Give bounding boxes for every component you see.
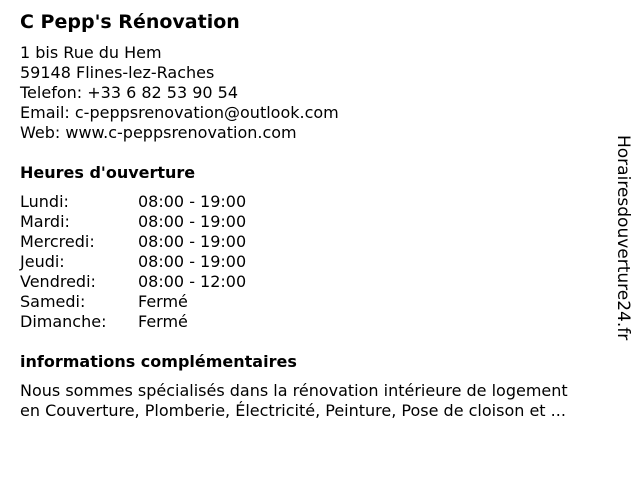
day-label: Dimanche: xyxy=(20,312,107,331)
street-address: 1 bis Rue du Hem xyxy=(20,43,162,62)
day-hours: 08:00 - 19:00 xyxy=(138,212,247,231)
business-card xyxy=(20,10,610,421)
day-label: Jeudi: xyxy=(20,252,65,271)
day-hours: Fermé xyxy=(138,292,188,311)
hours-row xyxy=(20,192,246,212)
hours-row xyxy=(20,232,246,252)
day-hours: 08:00 - 19:00 xyxy=(138,192,247,211)
day-hours: 08:00 - 19:00 xyxy=(138,232,247,251)
info-line-1: Nous sommes spécialisés dans la rénovation intérieure de logement xyxy=(20,381,568,400)
email-address: Email: c-peppsrenovation@outlook.com xyxy=(20,103,339,122)
hours-row xyxy=(20,312,246,332)
hours-row xyxy=(20,252,246,272)
hours-title: Heures d'ouverture xyxy=(20,163,196,182)
day-label: Mercredi: xyxy=(20,232,95,251)
day-hours: 08:00 - 19:00 xyxy=(138,252,247,271)
site-watermark: Horairesdouverture24.fr xyxy=(613,135,633,341)
hours-table xyxy=(20,192,246,332)
day-label: Lundi: xyxy=(20,192,69,211)
info-title: informations complémentaires xyxy=(20,352,297,371)
hours-row xyxy=(20,292,246,312)
day-hours: 08:00 - 12:00 xyxy=(138,272,247,291)
website-address: Web: www.c-peppsrenovation.com xyxy=(20,123,297,142)
hours-row xyxy=(20,212,246,232)
city-address: 59148 Flines-lez-Raches xyxy=(20,63,215,82)
info-line-2: en Couverture, Plomberie, Électricité, Peinture, Pose de cloison et ... xyxy=(20,401,566,420)
day-hours: Fermé xyxy=(138,312,188,331)
day-label: Vendredi: xyxy=(20,272,96,291)
day-label: Mardi: xyxy=(20,212,70,231)
hours-row xyxy=(20,272,246,292)
contact-block xyxy=(20,43,610,143)
business-name: C Pepp's Rénovation xyxy=(20,11,240,33)
phone-number: Telefon: +33 6 82 53 90 54 xyxy=(20,83,239,102)
day-label: Samedi: xyxy=(20,292,86,311)
